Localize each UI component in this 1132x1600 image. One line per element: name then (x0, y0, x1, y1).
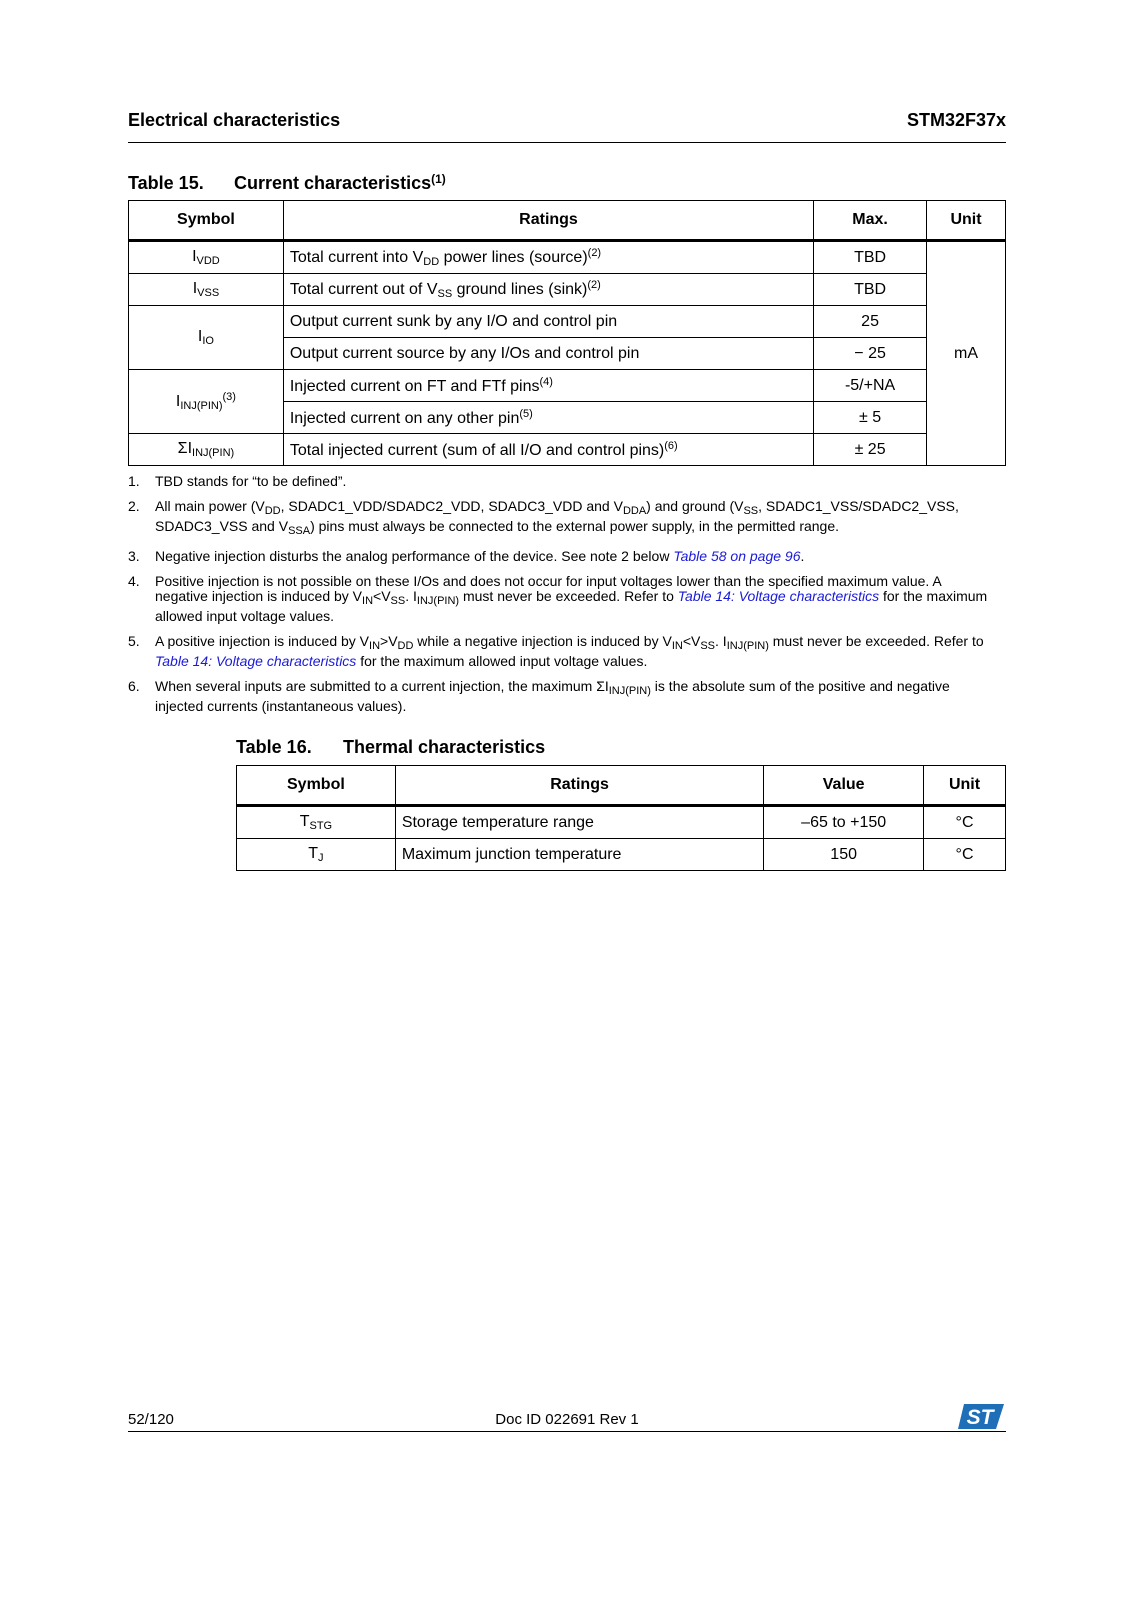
max-cell: ± 5 (814, 402, 927, 434)
rating-cell: Output current source by any I/Os and control pin (283, 338, 813, 370)
table58-link[interactable]: Table 58 on page 96 (673, 548, 801, 564)
col-unit: Unit (924, 766, 1006, 806)
page-header (128, 110, 1006, 143)
page-footer (128, 1403, 1006, 1432)
table15-header-row (129, 201, 1006, 241)
st-logo-icon (958, 1403, 1004, 1429)
table14-link[interactable]: Table 14: Voltage characteristics (155, 653, 357, 669)
col-ratings: Ratings (395, 766, 763, 806)
rating-cell: Maximum junction temperature (395, 839, 763, 871)
table16 (236, 765, 1006, 871)
table-row (129, 241, 1006, 274)
symbol-cell: $I_{INJ(PIN)}^{(3)}$ (129, 370, 284, 434)
table15-number: Table 15. (128, 173, 204, 193)
doc-id: Doc ID 022691 Rev 1 (495, 1411, 639, 1428)
col-value: Value (764, 766, 924, 806)
table-row (237, 806, 1006, 839)
table14-link[interactable]: Table 14: Voltage characteristics (677, 588, 880, 604)
rating-cell: Injected current on FT and FTf pins$^{(4)}$ (283, 370, 813, 402)
table16-title: Thermal characteristics (343, 737, 546, 757)
col-symbol: Symbol (237, 766, 396, 806)
table-row (237, 839, 1006, 871)
table15-title-note: (1) (431, 172, 446, 186)
page-number: 52/120 (128, 1411, 174, 1428)
rating-cell: Storage temperature range (395, 806, 763, 839)
svg-text:ST: ST (966, 1406, 994, 1429)
col-ratings: Ratings (283, 201, 813, 241)
value-cell: 150 (764, 839, 924, 871)
rating-cell: Total current into $V_{DD}$ power lines (source)$^{(2)}$ (283, 241, 813, 274)
unit-cell: mA (927, 241, 1006, 466)
rating-cell: Injected current on any other pin$^{(5)}$ (283, 402, 813, 434)
max-cell: TBD (814, 274, 927, 306)
product-name: STM32F37x (906, 110, 1006, 130)
max-cell: − 25 (814, 338, 927, 370)
symbol-cell: $I_{VSS}$ (129, 274, 284, 306)
table-row (129, 274, 1006, 306)
rating-cell: Total injected current (sum of all I/O and control pins)$^{(6)}$ (283, 434, 813, 466)
table16-number: Table 16. (236, 737, 312, 757)
table-row (129, 370, 1006, 402)
max-cell: 25 (814, 306, 927, 338)
table15-notes (128, 474, 988, 724)
unit-cell: °C (924, 806, 1006, 839)
unit-cell: °C (924, 839, 1006, 871)
col-max: Max. (814, 201, 927, 241)
table16-caption (236, 737, 545, 758)
symbol-cell: $T_{STG}$ (237, 806, 396, 839)
max-cell: TBD (814, 241, 927, 274)
value-cell: –65 to +150 (764, 806, 924, 839)
note-1: 1. TBD stands for “to be defined”. (128, 473, 347, 489)
note-5: 5. A positive injection is induced by $V_{IN}>V_{DD}$ while a negative injection is induced by $V_{IN}<V_{SS}$. $I_{INJ(PIN)}$ must never be exceeded. Refer to Table 14: Voltage characteristics for the maximum allowed input voltage values. (128, 633, 984, 669)
rating-cell: Total current out of $V_{SS}$ ground lines $(\sin k)^{(2)}$ (283, 274, 813, 306)
table16-header-row (237, 766, 1006, 806)
note-4: 4. Positive injection is not possible on these I/Os and does not occur for input voltages lower than the specified maximum value. A negative injection is induced by $V_{IN}<V_{SS}$. $I_{INJ(PIN)}$ must never be exceeded. Refer to Table 14: Voltage characteristics for the maximum allowed input voltage values. (128, 573, 988, 624)
section-title: Electrical characteristics (128, 110, 341, 130)
rating-cell: Output current sunk by any I/O and control pin (283, 306, 813, 338)
max-cell: -5/+NA (814, 370, 927, 402)
table15-title: Current characteristics (234, 173, 432, 193)
col-symbol: Symbol (129, 201, 284, 241)
max-cell: ± 25 (814, 434, 927, 466)
col-unit: Unit (927, 201, 1006, 241)
symbol-cell: $I_{IO}$ (129, 306, 284, 370)
note-3: 3. Negative injection disturbs the analog performance of the device. See note 2 below Table 58 on page 96. (128, 548, 805, 564)
symbol-cell: $\Sigma I_{INJ(PIN)}$ (129, 434, 284, 466)
note-2: 2. All main power ($V_{DD}$, SDADC1_VDD/SDADC2_VDD, SDADC3_VDD and $V_{DDA}$) and ground ($V_{SS}$, SDADC1_VSS/SDADC2_VSS, SDADC3_VSS and $V_{SSA}$) pins must always be connected to the external power supply, in the permitted range. (128, 498, 959, 537)
symbol-cell: $T_J$ (237, 839, 396, 871)
table15-caption (128, 172, 446, 194)
table15 (128, 200, 1006, 466)
note-6: 6. When several inputs are submitted to a current injection, the maximum $\Sigma I_{INJ(PIN)}$ is the absolute sum of the positive and negative injected currents (instantaneous values). (128, 678, 950, 714)
table-row (129, 306, 1006, 338)
table-row (129, 434, 1006, 466)
symbol-cell: $I_{VDD}$ (129, 241, 284, 274)
